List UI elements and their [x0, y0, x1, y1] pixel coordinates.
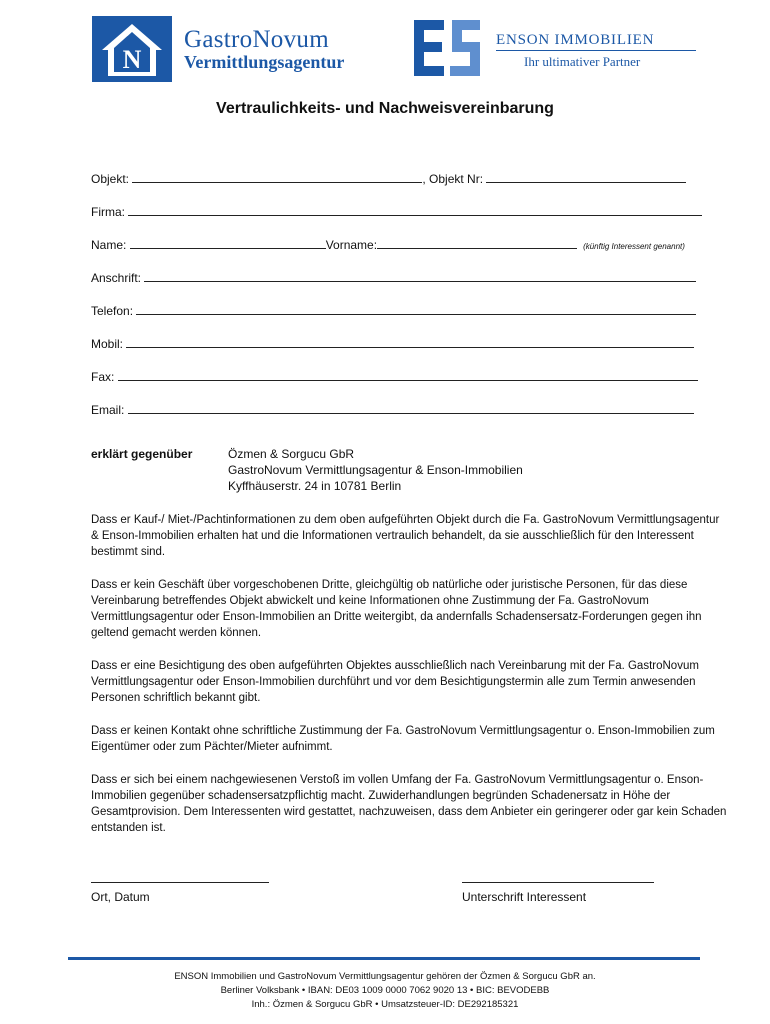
input-mobil[interactable]	[126, 335, 694, 348]
enson-divider	[496, 50, 696, 51]
form-fields	[91, 170, 711, 434]
field-anschrift[interactable]	[91, 269, 711, 302]
input-telefon[interactable]	[136, 302, 696, 315]
signature-line-place-date[interactable]	[91, 874, 269, 883]
clause-paragraph: Dass er eine Besichtigung des oben aufgeführten Objektes ausschließlich nach Vereinbarung mit der Fa. GastroNovum Vermittlungsagentur oder Enson-Immobilien durchführt und vor dem Besichtigungstermin alle zum Termin anwesenden Personen schriftlich bekannt gibt.	[91, 660, 699, 704]
footer-divider	[68, 957, 700, 960]
footer	[0, 970, 770, 1012]
enson-logo	[414, 16, 704, 82]
address-line: Özmen & Sorgucu GbR	[228, 447, 355, 461]
label-mobil: Mobil:	[91, 337, 124, 351]
clause-paragraph: Dass er sich bei einem nachgewiesenen Verstoß im vollen Umfang der Fa. GastroNovum Vermittlungsagentur o. Enson-Immobilien gegenüber schadensersatzpflichtig macht. Zuwiderhandlungen begründen Schadenersatz in Höhe der Gesamtprovision. Dem Interessenten wird gestattet, nachzuweisen, dass dem Anbieter ein geringerer oder gar kein Schaden entstanden ist.	[91, 774, 727, 834]
declaration-label: erklärt gegenüber	[91, 447, 193, 461]
field-firma[interactable]	[91, 203, 711, 236]
signature-place-date	[91, 874, 269, 905]
field-email[interactable]	[91, 401, 711, 434]
clause-paragraph: Dass er kein Geschäft über vorgeschobenen Dritte, gleichgültig ob natürliche oder juristische Personen, für das diese Vereinbarung betreffendes Objekt abwickelt und keine Informationen ohne Zustimmung der Fa. GastroNovum Vermittlungsagentur oder Enson-Immobilien an Dritte weitergibt, da andernfalls Schadensersatz-Forderungen gegen ihn geltend gemacht werden können.	[91, 579, 702, 639]
recipient-address	[228, 446, 628, 494]
input-objekt-nr[interactable]	[486, 170, 686, 183]
footer-line: Berliner Volksbank • IBAN: DE03 1009 0000 7062 9020 13 • BIC: BEVODEBB	[220, 985, 550, 996]
input-fax[interactable]	[118, 368, 698, 381]
label-firma: Firma:	[91, 205, 125, 219]
field-objekt[interactable]	[91, 170, 711, 203]
input-email[interactable]	[128, 401, 694, 414]
document-title: Vertraulichkeits- und Nachweisvereinbarung	[216, 100, 554, 117]
enson-es-icon	[414, 16, 482, 82]
gastronovum-subtitle: Vermittlungsagentur	[184, 52, 345, 72]
label-objekt-nr: , Objekt Nr:	[422, 172, 484, 186]
label-name: Name:	[91, 238, 127, 252]
label-vorname: Vorname:	[325, 238, 378, 252]
clause-paragraph: Dass er Kauf-/ Miet-/Pachtinformationen zu dem oben aufgeführten Objekt durch die Fa. GastroNovum Vermittlungsagentur & Enson-Immobilien erhalten hat und die Informationen vertraulich behandelt, da sie ausschließlich für den Interessent bestimmt sind.	[91, 514, 720, 558]
label-anschrift: Anschrift:	[91, 271, 142, 285]
address-line: GastroNovum Vermittlungsagentur & Enson-Immobilien	[228, 463, 523, 477]
enson-tagline: Ihr ultimativer Partner	[524, 54, 641, 69]
svg-text:N: N	[122, 45, 142, 74]
field-fax[interactable]	[91, 368, 711, 401]
agreement-clauses	[91, 512, 727, 853]
gastronovum-logo	[92, 16, 382, 82]
interessent-note: (künftig Interessent genannt)	[583, 242, 685, 251]
field-telefon[interactable]	[91, 302, 711, 335]
input-objekt[interactable]	[132, 170, 422, 183]
input-anschrift[interactable]	[144, 269, 696, 282]
clause-paragraph: Dass er keinen Kontakt ohne schriftliche Zustimmung der Fa. GastroNovum Vermittlungsagentur o. Enson-Immobilien zum Eigentümer oder zum Pächter/Mieter aufnimmt.	[91, 725, 715, 753]
field-name[interactable]	[91, 236, 711, 269]
address-line: Kyffhäuserstr. 24 in 10781 Berlin	[228, 479, 402, 493]
enson-name: ENSON IMMOBILIEN	[496, 32, 655, 48]
label-objekt: Objekt:	[91, 172, 130, 186]
house-icon	[92, 16, 172, 82]
input-firma[interactable]	[128, 203, 702, 216]
field-mobil[interactable]	[91, 335, 711, 368]
signature-line-interessent[interactable]	[462, 874, 654, 883]
input-vorname[interactable]	[377, 236, 577, 249]
label-email: Email:	[91, 403, 125, 417]
gastronovum-name: GastroNovum	[184, 26, 329, 53]
signature-interessent	[462, 874, 654, 905]
label-fax: Fax:	[91, 370, 115, 384]
input-name[interactable]	[130, 236, 326, 249]
logo-bar	[92, 16, 702, 82]
signature-label-interessent: Unterschrift Interessent	[462, 890, 587, 904]
signature-label-place-date: Ort, Datum	[91, 890, 150, 904]
footer-line: Inh.: Özmen & Sorgucu GbR • Umsatzsteuer-ID: DE292185321	[251, 999, 519, 1010]
footer-line: ENSON Immobilien und GastroNovum Vermittlungsagentur gehören der Özmen & Sorgucu GbR an.	[174, 971, 596, 982]
label-telefon: Telefon:	[91, 304, 134, 318]
